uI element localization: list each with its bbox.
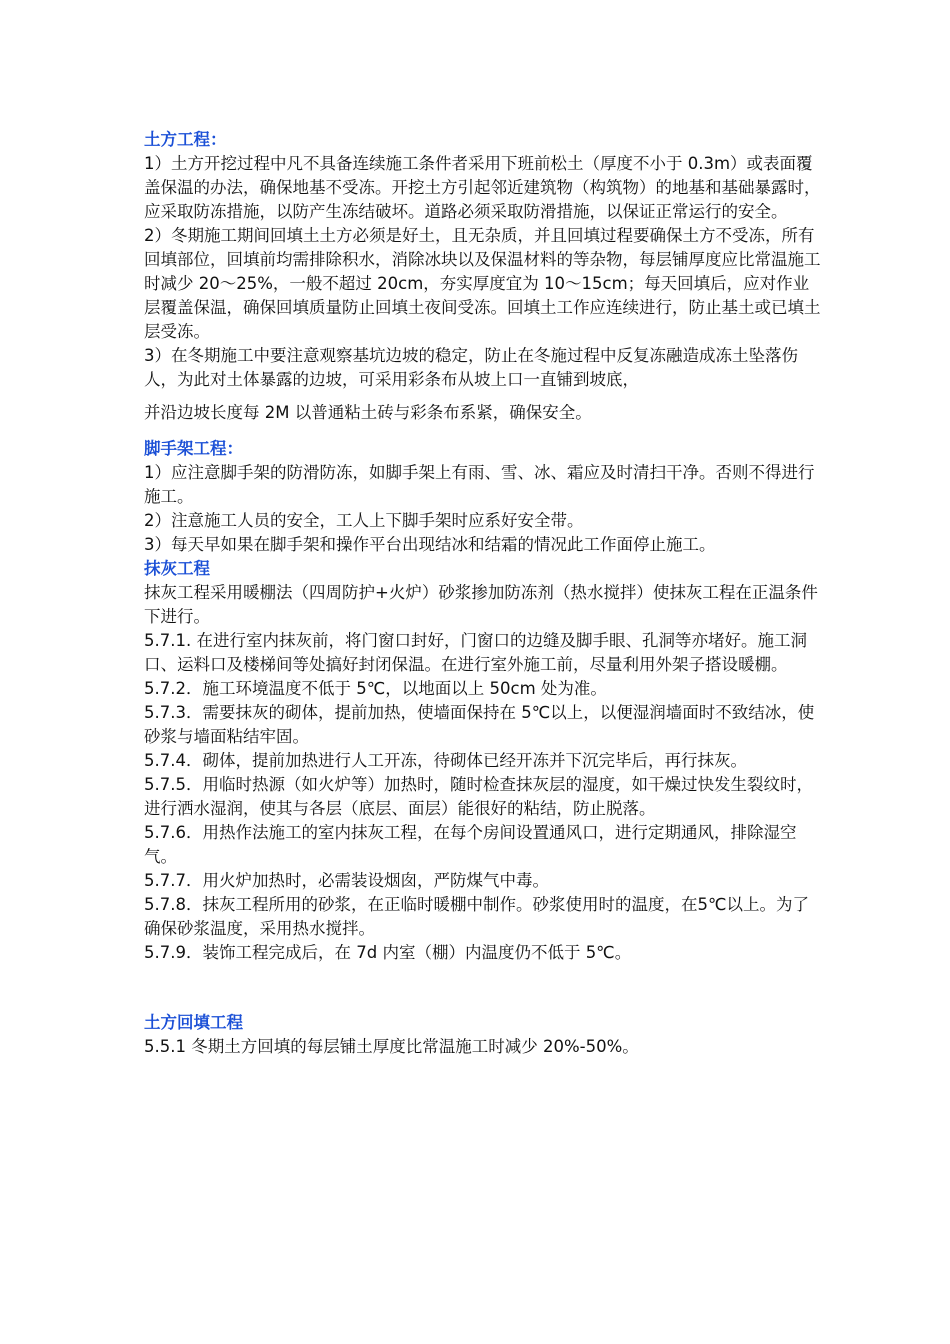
plaster-item: 5.7.4．砌体，提前加热进行人工开冻，待砌体已经开冻并下沉完毕后，再行抹灰。 (144, 751, 747, 770)
scaffold-para-1: 1）应注意脚手架的防滑防冻，如脚手架上有雨、雪、冰、霜应及时清扫干净。否则不得进行施工。 (144, 463, 815, 506)
plaster-item: 5.7.9．装饰工程完成后，在 7d 内室（棚）内温度仍不低于 5℃。 (144, 943, 632, 962)
plaster-item: 5.7.3．需要抹灰的砌体，提前加热，使墙面保持在 5℃以上，以便湿润墙面时不致结冰，使砂浆与墙面粘结牢固。 (144, 703, 815, 746)
scaffold-para-3: 3）每天早如果在脚手架和操作平台出现结冰和结霜的情况此工作面停止施工。 (144, 535, 716, 554)
plaster-intro: 抹灰工程采用暖棚法（四周防护+火炉）砂浆掺加防冻剂（热水搅拌）使抹灰工程在正温条件下进行。 (144, 583, 818, 626)
earthwork-para-3: 3）在冬期施工中要注意观察基坑边坡的稳定，防止在冬施过程中反复冻融造成冻土坠落伤人，为此对土体暴露的边坡，可采用彩条布从坡上口一直铺到坡底， (144, 346, 798, 389)
earthwork-para-4: 并沿边坡长度每 2M 以普通粘土砖与彩条布系紧，确保安全。 (144, 403, 592, 422)
heading-backfill: 土方回填工程 (144, 1013, 243, 1032)
heading-plaster: 抹灰工程 (144, 559, 210, 578)
earthwork-para-2: 2）冬期施工期间回填土土方必须是好土，且无杂质，并且回填过程要确保土方不受冻，所有回填部位，回填前均需排除积水，消除冰块以及保温材料的等杂物，每层铺厚度应比常温施工时减少 20～25%，一般不超过 20cm，夯实厚度宜为 10～15cm；每天回填后，应对作业层覆盖保温，确保回填质量防止回填土夜间受冻。回填土工作应连续进行，防止基土或已填土层受冻。 (144, 226, 821, 341)
heading-scaffold: 脚手架工程： (144, 439, 243, 458)
plaster-item: 5.7.6．用热作法施工的室内抹灰工程，在每个房间设置通风口，进行定期通风，排除湿空气。 (144, 823, 797, 866)
backfill-para-1: 5.5.1 冬期土方回填的每层铺土厚度比常温施工时减少 20%-50%。 (144, 1037, 639, 1056)
plaster-item: 5.7.5．用临时热源（如火炉等）加热时，随时检查抹灰层的湿度，如干燥过快发生裂纹时，进行洒水湿润，使其与各层（底层、面层）能很好的粘结，防止脱落。 (144, 775, 813, 818)
plaster-item: 5.7.8．抹灰工程所用的砂浆，在正临时暖棚中制作。砂浆使用时的温度，在5℃以上。为了确保砂浆温度，采用热水搅拌。 (144, 895, 810, 938)
plaster-item: 5.7.1. 在进行室内抹灰前，将门窗口封好，门窗口的边缝及脚手眼、孔洞等亦堵好。施工洞口、运料口及楼梯间等处搞好封闭保温。在进行室外施工前，尽量利用外架子搭设暖棚。 (144, 631, 807, 674)
heading-earthwork: 土方工程： (144, 130, 227, 149)
earthwork-para-1: 1）土方开挖过程中凡不具备连续施工条件者采用下班前松土（厚度不小于 0.3m）或表面覆盖保温的办法，确保地基不受冻。开挖土方引起邻近建筑物（构筑物）的地基和基础暴露时，应采取防冻措施，以防产生冻结破坏。道路必须采取防滑措施，以保证正常运行的安全。 (144, 154, 821, 221)
plaster-item: 5.7.2．施工环境温度不低于 5℃，以地面以上 50cm 处为准。 (144, 679, 607, 698)
scaffold-para-2: 2）注意施工人员的安全，工人上下脚手架时应系好安全带。 (144, 511, 584, 530)
plaster-item: 5.7.7．用火炉加热时，必需装设烟囱，严防煤气中毒。 (144, 871, 549, 890)
document-page (144, 128, 824, 1059)
